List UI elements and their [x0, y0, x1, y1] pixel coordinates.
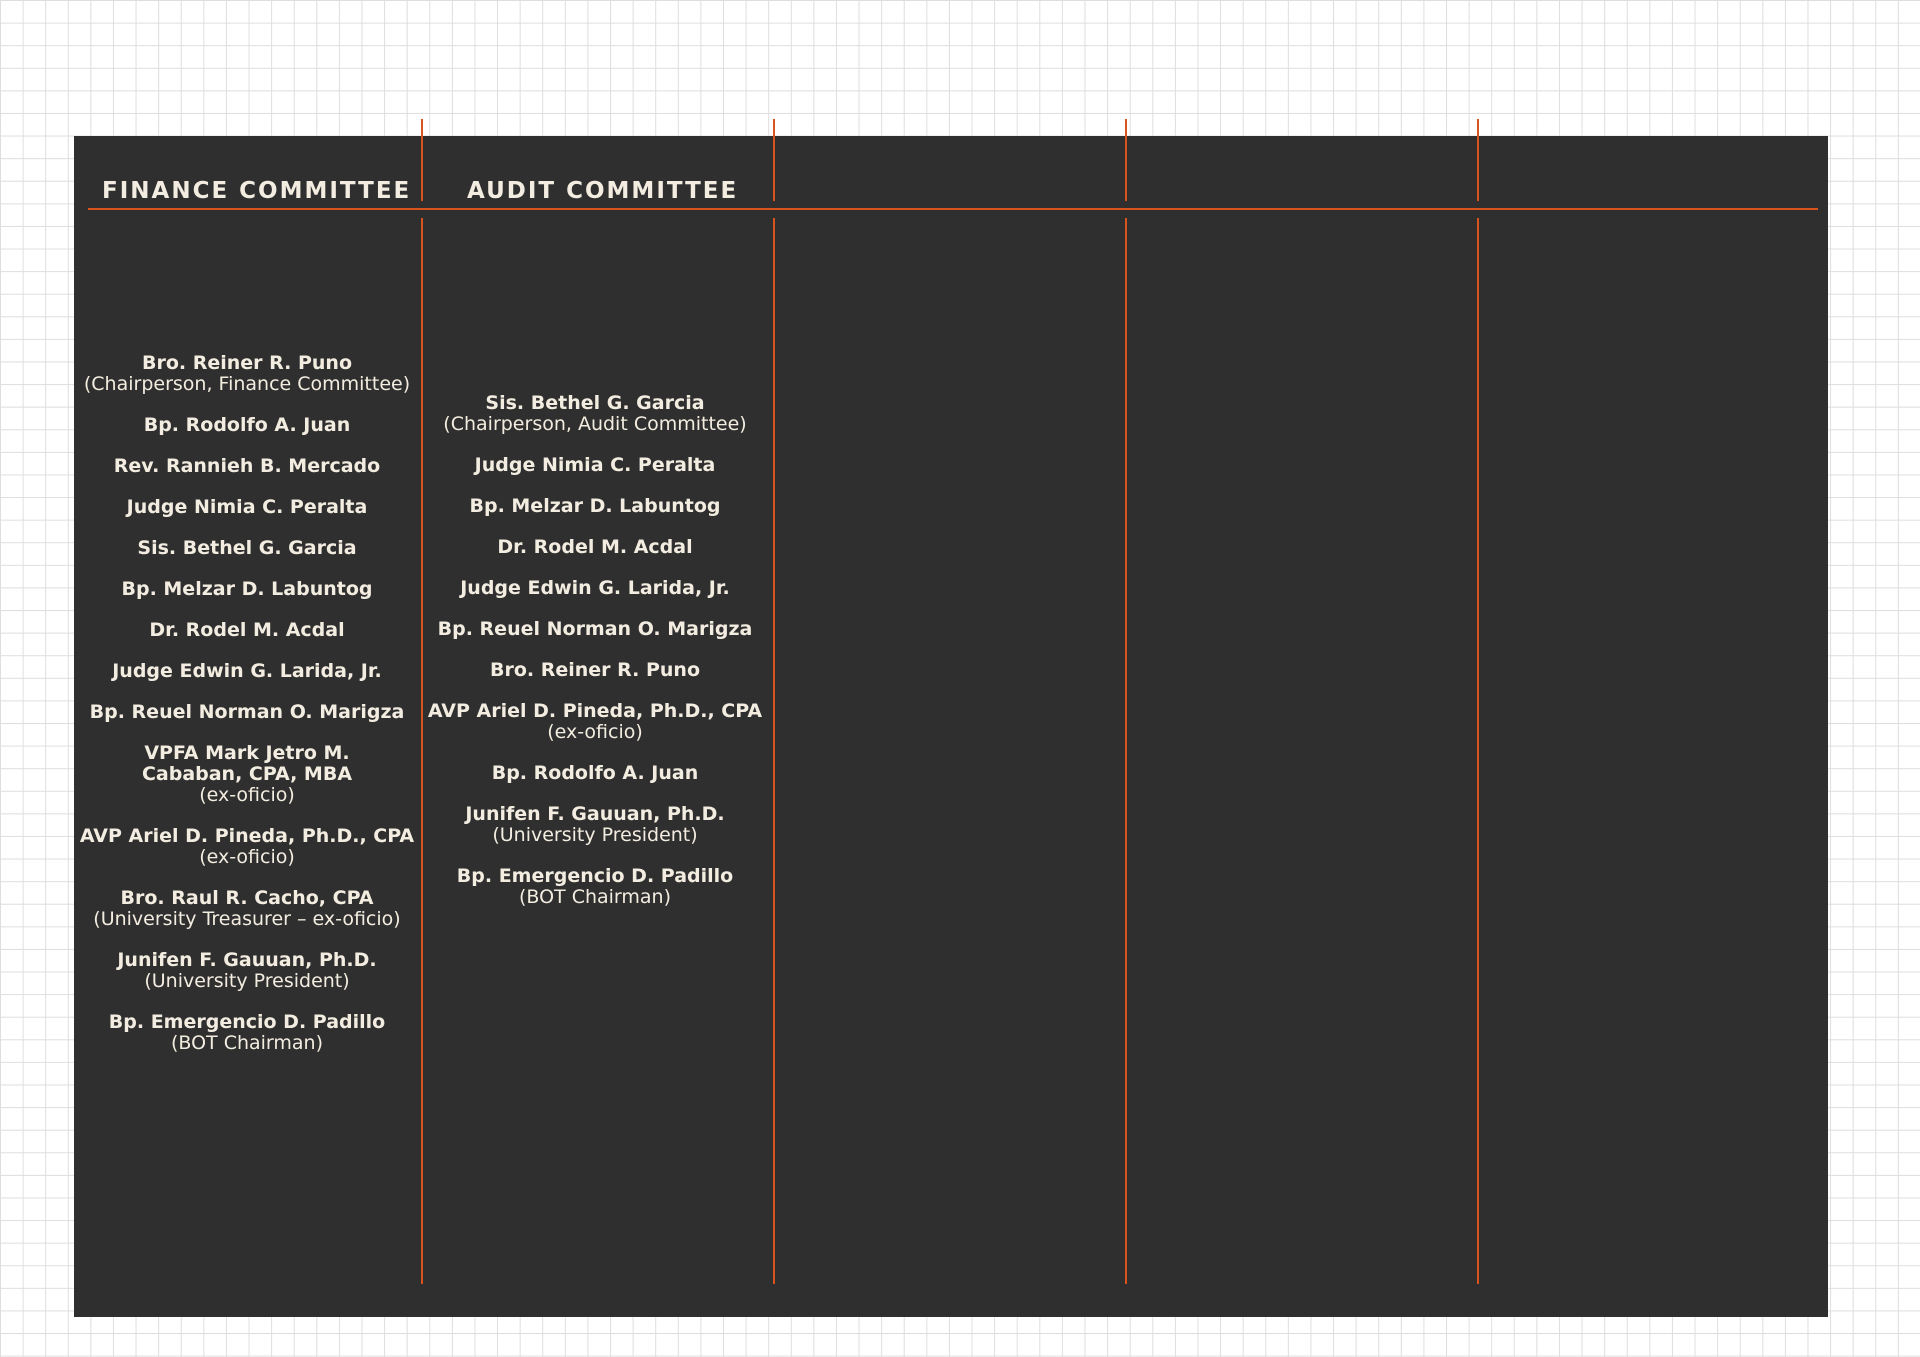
audit-member: [425, 393, 765, 435]
member-name: Bp. Emergencio D. Padillo: [456, 865, 734, 887]
member-name: Dr. Rodel M. Acdal: [149, 619, 345, 641]
column-divider-top-3: [1125, 119, 1127, 201]
finance-member: [77, 456, 417, 477]
header-divider: [88, 208, 1818, 210]
member-name: Sis. Bethel G. Garcia: [137, 537, 357, 559]
member-name: Rev. Rannieh B. Mercado: [113, 455, 381, 477]
member-role: (Chairperson, Finance Committee): [83, 373, 411, 395]
finance-member: [77, 353, 417, 395]
finance-member: [77, 620, 417, 641]
audit-member: [425, 804, 765, 846]
member-name: Bro. Raul R. Cacho, CPA: [120, 887, 374, 909]
member-name: Judge Nimia C. Peralta: [474, 454, 716, 476]
member-name: Bp. Rodolfo A. Juan: [491, 762, 699, 784]
member-name: VPFA Mark Jetro M. Cababan, CPA, MBA: [141, 742, 353, 785]
column-divider-top-1: [421, 119, 423, 201]
member-name: Judge Edwin G. Larida, Jr.: [460, 577, 730, 599]
audit-member: [425, 701, 765, 743]
member-name: Bp. Melzar D. Labuntog: [469, 495, 721, 517]
audit-member: [425, 763, 765, 784]
member-name: AVP Ariel D. Pineda, Ph.D., CPA: [79, 825, 415, 847]
audit-member: [425, 660, 765, 681]
finance-member: [77, 579, 417, 600]
finance-member: [77, 497, 417, 518]
audit-committee-title: AUDIT COMMITTEE: [467, 178, 739, 204]
member-name: Judge Edwin G. Larida, Jr.: [112, 660, 382, 682]
finance-member: [77, 702, 417, 723]
member-role: (University President): [492, 824, 698, 846]
member-role: (University Treasurer – ex-oficio): [93, 908, 401, 930]
finance-member: [77, 1012, 417, 1054]
audit-member: [425, 496, 765, 517]
finance-member: [77, 888, 417, 930]
member-name: AVP Ariel D. Pineda, Ph.D., CPA: [427, 700, 763, 722]
column-divider-top-2: [773, 119, 775, 201]
member-name: Bp. Melzar D. Labuntog: [121, 578, 373, 600]
member-name: Dr. Rodel M. Acdal: [497, 536, 693, 558]
member-role: (ex-oficio): [199, 846, 295, 868]
member-name: Judge Nimia C. Peralta: [126, 496, 368, 518]
finance-member: [77, 415, 417, 436]
finance-member: [77, 826, 417, 868]
audit-member: [425, 537, 765, 558]
audit-member: [425, 455, 765, 476]
audit-member: [425, 866, 765, 908]
finance-member: [77, 950, 417, 992]
member-role: (BOT Chairman): [170, 1032, 324, 1054]
member-name: Bro. Reiner R. Puno: [489, 659, 700, 681]
member-name: Bp. Emergencio D. Padillo: [108, 1011, 386, 1033]
finance-member: [77, 661, 417, 682]
audit-member: [425, 578, 765, 599]
finance-member: [77, 538, 417, 559]
column-divider-3: [1125, 218, 1127, 1284]
member-name: Bp. Reuel Norman O. Marigza: [89, 701, 405, 723]
member-role: (ex-oficio): [199, 784, 295, 806]
member-name: Bp. Reuel Norman O. Marigza: [437, 618, 753, 640]
column-divider-4: [1477, 218, 1479, 1284]
member-name: Junifen F. Gauuan, Ph.D.: [117, 949, 377, 971]
member-name: Sis. Bethel G. Garcia: [485, 392, 705, 414]
member-role: (ex-oficio): [547, 721, 643, 743]
member-role: (University President): [144, 970, 350, 992]
member-role: (BOT Chairman): [518, 886, 672, 908]
audit-member-list: [425, 393, 765, 928]
finance-member-list: [77, 353, 417, 1074]
column-divider-2: [773, 218, 775, 1284]
member-name: Junifen F. Gauuan, Ph.D.: [465, 803, 725, 825]
member-name: Bro. Reiner R. Puno: [141, 352, 352, 374]
audit-member: [425, 619, 765, 640]
member-name: Bp. Rodolfo A. Juan: [143, 414, 351, 436]
finance-committee-title: FINANCE COMMITTEE: [102, 178, 412, 204]
column-divider-1: [421, 218, 423, 1284]
finance-member: [77, 743, 417, 806]
column-divider-top-4: [1477, 119, 1479, 201]
member-role: (Chairperson, Audit Committee): [443, 413, 747, 435]
